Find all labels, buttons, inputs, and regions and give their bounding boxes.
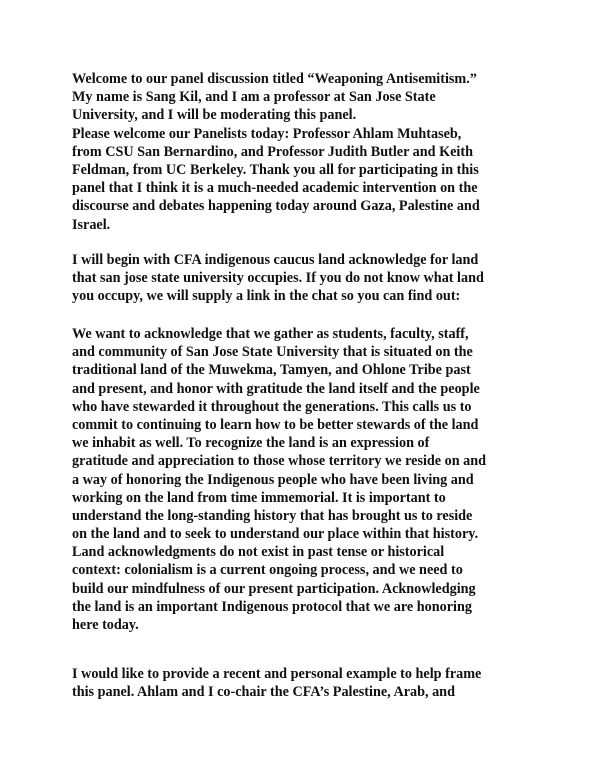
text-line: working on the land from time immemorial. It is important to [72,489,446,506]
text-line: we inhabit as well. To recognize the land is an expression of [72,435,430,452]
text-line: the land is an important Indigenous protocol that we are honoring [72,598,472,615]
text-line: context: colonialism is a current ongoing process, and we need to [72,562,463,579]
text-line: My name is Sang Kil, and I am a professor at San Jose State [72,89,436,106]
text-line: I would like to provide a recent and personal example to help frame [72,666,482,682]
text-line: you occupy, we will supply a link in the chat so you can find out: [72,288,461,305]
text-line: Land acknowledgments do not exist in past tense or historical [72,544,445,561]
text-line: gratitude and appreciation to those whose territory we reside on and [72,453,487,470]
text-line: from CSU San Bernardino, and Professor Judith Butler and Keith [72,143,473,160]
text-line: Welcome to our panel discussion titled “Weaponing Antisemitism.” [72,71,477,87]
text-line: this panel. Ahlam and I co-chair the CFA’s Palestine, Arab, and [72,684,455,701]
personal-example-paragraph [72,665,542,701]
text-line: Feldman, from UC Berkeley. Thank you all for participating in this [72,161,479,178]
land-acknowledgment-paragraph [72,325,542,634]
land-acknowledgment-intro-paragraph [72,251,542,306]
text-line: and community of San Jose State University that is situated on the [72,344,473,361]
text-line: build our mindfulness of our present participation. Acknowledging [72,580,476,597]
text-line: here today. [72,617,139,633]
text-line: that san jose state university occupies. If you do not know what land [72,270,484,287]
text-line: understand the long-standing history that has brought us to reside [72,507,473,524]
text-line: commit to continuing to learn how to be better stewards of the land [72,416,479,433]
text-line: Israel. [72,216,111,233]
intro-paragraph [72,70,542,234]
text-line: Please welcome our Panelists today: Professor Ahlam Muhtaseb, [72,125,462,142]
text-line: panel that I think it is a much-needed academic intervention on the [72,180,478,197]
text-line: University, and I will be moderating this panel. [72,107,357,124]
text-line: and present, and honor with gratitude the land itself and the people [72,380,480,397]
text-line: a way of honoring the Indigenous people who have been living and [72,471,474,488]
text-line: who have stewarded it throughout the generations. This calls us to [72,398,472,415]
text-line: traditional land of the Muwekma, Tamyen, and Ohlone Tribe past [72,362,471,379]
text-line: on the land and to seek to understand our place within that history. [72,526,479,543]
text-line: We want to acknowledge that we gather as students, faculty, staff, [72,326,469,342]
text-line: discourse and debates happening today around Gaza, Palestine and [72,198,480,215]
text-line: I will begin with CFA indigenous caucus land acknowledge for land [72,252,479,268]
